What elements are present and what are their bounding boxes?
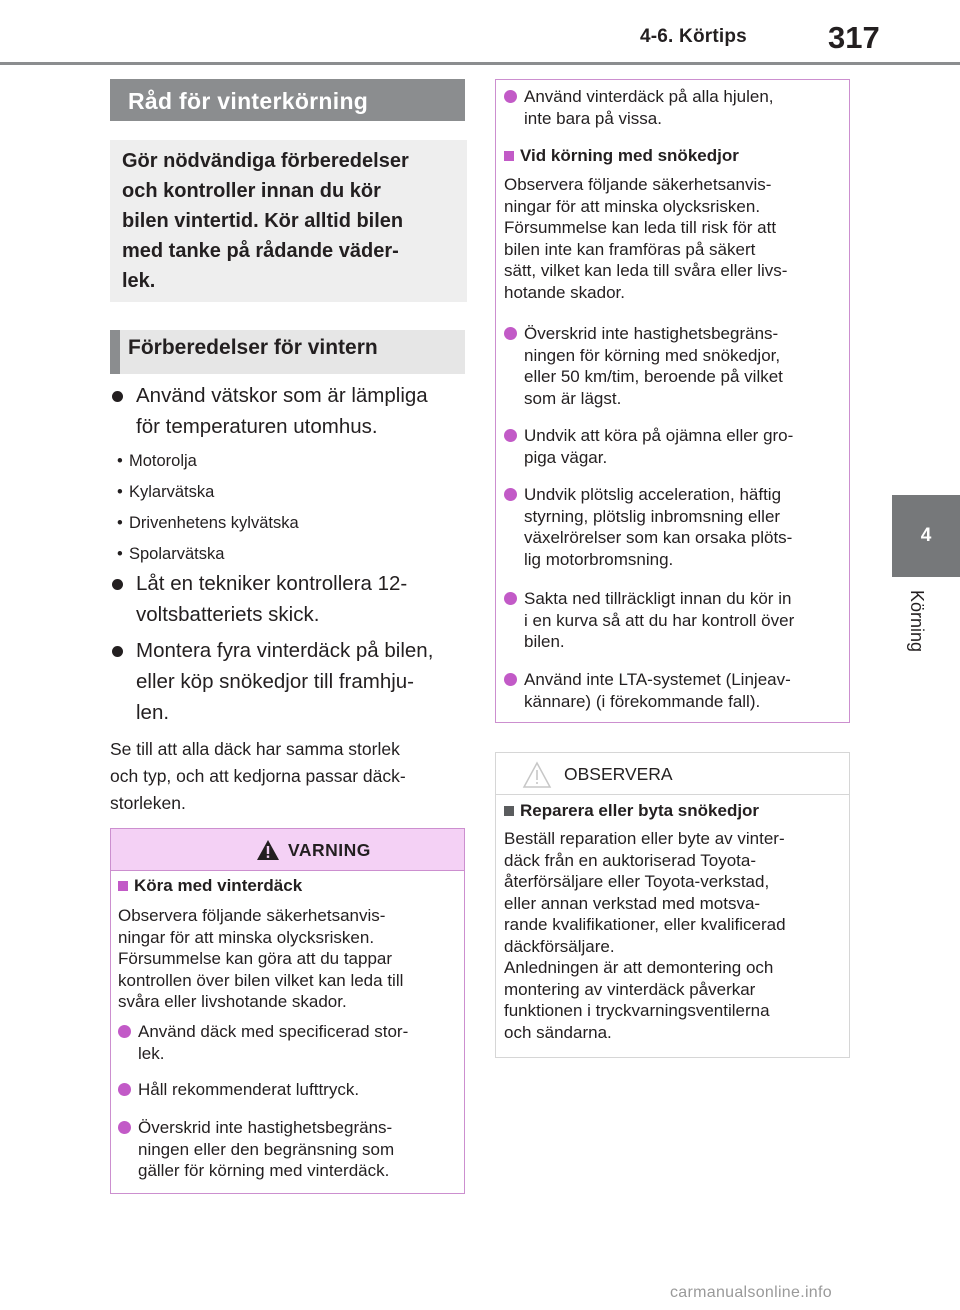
- watermark-text: carmanualsonline.info: [670, 1284, 832, 1301]
- warning-text: Observera följande säkerhetsanvis- ningar för att minska olycksrisken. Försummelse kan göra att du tappar kontrollen över bilen vilket kan leda till svåra eller livshotande skador.: [118, 906, 404, 1011]
- warning-item: Överskrid inte hastighetsbegräns- ningen för körning med snökedjor, eller 50 km/tim, beroende på vilket som är lägst.: [504, 323, 783, 409]
- warning-box: [110, 828, 465, 1194]
- notice-header: [496, 753, 849, 795]
- bullet-dot-icon: [112, 646, 123, 657]
- circle-bullet-icon: [504, 592, 517, 605]
- square-bullet-icon: [118, 881, 128, 891]
- square-bullet-icon: [504, 806, 514, 816]
- warning-continued-box: [495, 79, 850, 723]
- list-item: • Motorolja: [117, 452, 197, 470]
- square-bullet-icon: [504, 151, 514, 161]
- bullet-dot-icon: [112, 391, 123, 402]
- bullet-fluids: [112, 380, 428, 442]
- warning-item: Undvik plötslig acceleration, häftig styrning, plötslig inbromsning eller växelrörelser som kan orsaka plöts- lig motorbromsning.: [504, 484, 792, 570]
- bullet-tires: [112, 635, 433, 728]
- warning-item: Undvik att köra på ojämna eller gro- piga vägar.: [504, 425, 793, 468]
- tire-note-paragraph: Se till att alla däck har samma storlek och typ, och att kedjorna passar däck- storleken.: [110, 739, 406, 813]
- circle-bullet-icon: [118, 1121, 131, 1134]
- list-item: • Drivenhetens kylvätska: [117, 514, 299, 532]
- section-title: 4-6. Körtips: [640, 26, 747, 47]
- list-item: • Kylarvätska: [117, 483, 215, 501]
- intro-box: [110, 140, 467, 302]
- caution-triangle-icon: [522, 761, 552, 789]
- warning-item: Håll rekommenderat lufttryck.: [118, 1079, 359, 1101]
- bullet-battery: [112, 568, 407, 630]
- chapter-tab: 4: [892, 495, 960, 577]
- warning-item: Sakta ned tillräckligt innan du kör in i en kurva så att du har kontroll över bilen.: [504, 588, 794, 653]
- warning-header: [111, 829, 464, 871]
- header-divider: [0, 62, 960, 65]
- bullet-line: för temperaturen utomhus.: [136, 415, 378, 438]
- chapter-label: Körning: [907, 590, 927, 653]
- warning-title: VARNING: [288, 840, 371, 860]
- list-item: • Spolarvätska: [117, 545, 225, 563]
- warning-item: Använd däck med specificerad stor- lek.: [118, 1021, 408, 1064]
- notice-box: [495, 752, 850, 1058]
- intro-line: Gör nödvändiga förberedelser: [122, 150, 409, 172]
- bullet-dot-icon: [112, 579, 123, 590]
- bullet-line: voltsbatteriets skick.: [136, 603, 320, 626]
- notice-heading: Reparera eller byta snökedjor: [504, 800, 759, 822]
- notice-text: Beställ reparation eller byte av vinter- däck från en auktoriserad Toyota- återförsäljare eller Toyota-verkstad, eller annan verkstad med motsva- rande kvalifikationer, eller kvalificerad däckförsäljare. Anledningen är att demontering och montering av vinterdäck påverkar funktionen i tryckvarningsventilerna och sändarna.: [504, 829, 786, 1042]
- warning-item: Använd inte LTA-systemet (Linjeav- kännare) (i förekommande fall).: [504, 669, 791, 712]
- bullet-line: Låt en tekniker kontrollera 12-: [136, 572, 408, 595]
- bullet-line: len.: [136, 701, 170, 724]
- intro-line: lek.: [122, 270, 156, 292]
- bullet-line: Montera fyra vinterdäck på bilen,: [136, 639, 434, 662]
- page-heading: Råd för vinterkörning: [110, 79, 465, 121]
- circle-bullet-icon: [504, 673, 517, 686]
- notice-title: OBSERVERA: [564, 764, 673, 784]
- intro-line: bilen vintertid. Kör alltid bilen: [122, 210, 404, 232]
- circle-bullet-icon: [118, 1025, 131, 1038]
- warning-item: Använd vinterdäck på alla hjulen, inte bara på vissa.: [504, 86, 774, 129]
- page-number: 317: [828, 20, 880, 55]
- bullet-line: Använd vätskor som är lämpliga: [136, 384, 428, 407]
- intro-line: med tanke på rådande väder-: [122, 240, 399, 262]
- snowchain-text: Observera följande säkerhetsanvis- ningar för att minska olycksrisken. Försummelse kan leda till risk för att bilen inte kan framföras på säkert sätt, vilket kan leda till svåra eller livs- hotande skador.: [504, 175, 788, 302]
- warning-heading: Köra med vinterdäck: [118, 875, 302, 897]
- circle-bullet-icon: [118, 1083, 131, 1096]
- warning-triangle-icon: [256, 839, 280, 861]
- circle-bullet-icon: [504, 429, 517, 442]
- warning-item: Överskrid inte hastighetsbegräns- ningen eller den begränsning som gäller för körning med vinterdäck.: [118, 1117, 394, 1182]
- circle-bullet-icon: [504, 488, 517, 501]
- snowchain-heading: Vid körning med snökedjor: [504, 145, 739, 167]
- intro-line: och kontroller innan du kör: [122, 180, 381, 202]
- bullet-line: eller köp snökedjor till framhju-: [136, 670, 415, 693]
- circle-bullet-icon: [504, 90, 517, 103]
- circle-bullet-icon: [504, 327, 517, 340]
- subheading: Förberedelser för vintern: [110, 330, 465, 374]
